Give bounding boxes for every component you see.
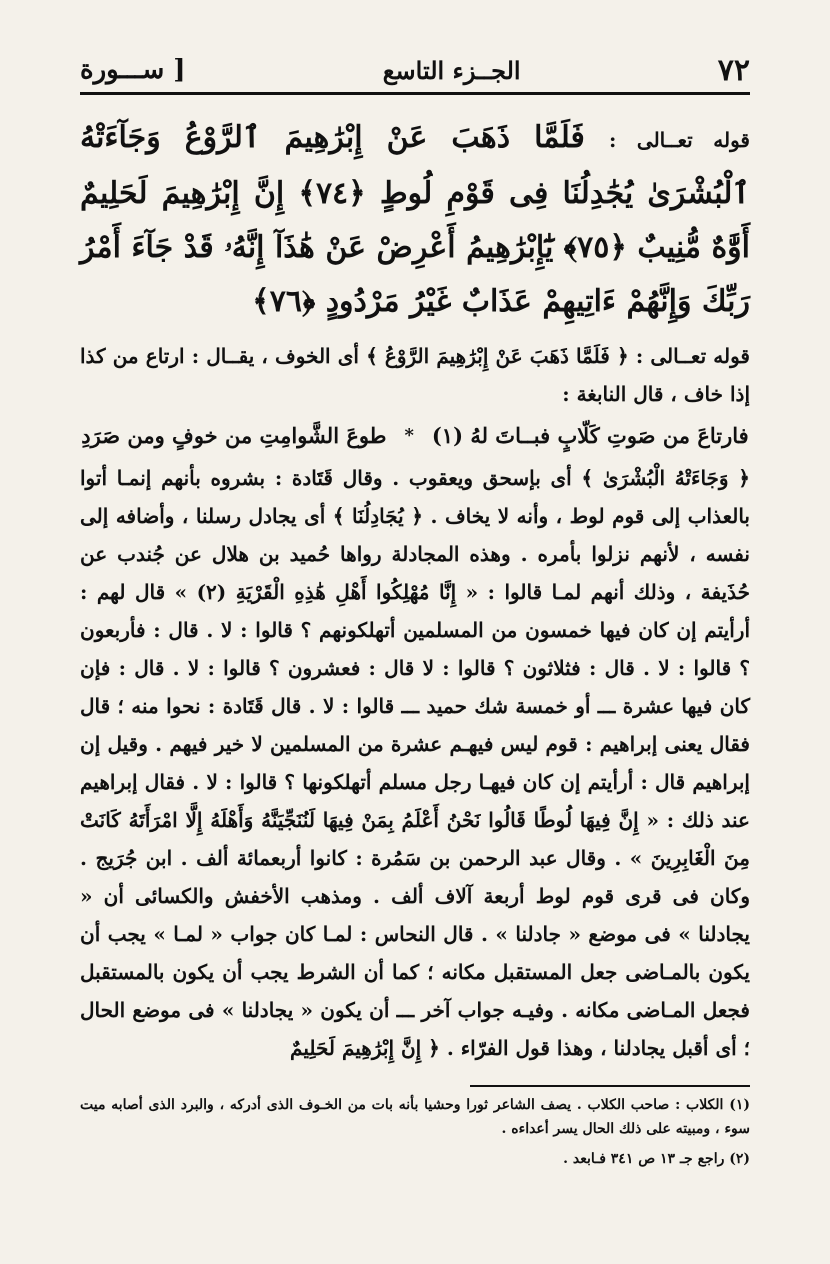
footnote-2: (٢) راجع جـ ١٣ ص ٣٤١ فـابعد . — [563, 1151, 750, 1167]
poem-separator: * — [404, 425, 414, 446]
juz-title: الجــزء التاسع — [382, 55, 521, 85]
verse-text: فَلَمَّا ذَهَبَ عَنْ إِبْرَٰهِيمَ ٱلرَّوْعُ وَجَآءَتْهُ ٱلْبُشْرَىٰ يُجَٰدِلُنَا فِى قَوْمِ لُوطٍ ﴿٧٤﴾ إِنَّ إِبْرَٰهِيمَ لَحَلِيمٌ أَوَّٰهٌ مُّنِيبٌ ﴿٧٥﴾ يَٰٓإِبْرَٰهِيمُ أَعْرِضْ عَنْ هَٰذَآ إِنَّهُۥ قَدْ جَآءَ أَمْرُ رَبِّكَ وَإِنَّهُمْ ءَاتِيهِمْ عَذَابٌ غَيْرُ مَرْدُودٍ ﴿٧٦﴾ — [80, 120, 751, 319]
verse-lead: قوله تعــالى : — [608, 128, 750, 152]
poem-verse — [80, 413, 750, 459]
surah-title: [ ســـورة — [80, 55, 186, 85]
quran-verse-block — [80, 111, 750, 329]
poem-hemistich-right: فارتاعَ من صَوتِ كَلّابٍ فبــاتَ لهُ (١) — [431, 423, 749, 448]
commentary-body — [80, 337, 750, 1067]
footnotes — [80, 1093, 750, 1171]
poem-hemistich-left: طوعَ الشَّوامِتِ من خوفٍ ومن صَرَدِ — [81, 423, 387, 448]
page-number: ٧٢ — [717, 52, 750, 88]
footnote-divider — [470, 1085, 750, 1087]
footnote-1: (١) الكلاب : صاحب الكلاب . يصف الشاعر ثورا وحشيا بأنه بات من الخـوف الذى أدركه ، والبرد الذى أصابه ميت سوء ، ومبيته على ذلك الحال يسر أعداءه . — [80, 1097, 750, 1137]
page-header — [80, 48, 750, 95]
commentary-paragraph-2: ﴿ وَجَاءَتْهُ الْبُشْرَىٰ ﴾ أى بإسحق ويعقوب . وقال قَتَادة : بشروه بأنهم إنمـا أتوا بالعذاب إلى قوم لوط ، وأنه لا يخاف . ﴿ يُجَادِلُنَا ﴾ أى يجادل رسلنا ، وأضافه إلى نفسه ، لأنهم نزلوا بأمره . وهذه المجادلة رواها حُميد بن هلال عن جُندب عن حُذَيفة ، وذلك أنهم لمـا قالوا : « إِنَّا مُهْلِكُوا أَهْلِ هَٰذِهِ الْقَرْيَةِ (٢) » قال لهم : أرأيتم إن كان فيها خمسون من المسلمين أتهلكونهم ؟ قالوا : لا . قال : فأربعون ؟ قالوا : لا . قال : فثلاثون ؟ قالوا : لا قال : فعشرون ؟ قالوا : لا . قال : فإن كان فيها عشرة ـــ أو خمسة شك حميد ـــ قالوا : لا . قال قَتَادة : نحوا منه ؛ قال فقال يعنى إبراهيم : قوم ليس فيهـم عشرة من المسلمين لا خير فيهم . وقيل إن إبراهيم قال : أرأيتم إن كان فيهـا رجل مسلم أتهلكونها ؟ قالوا : لا . فقال إبراهيم عند ذلك : « إِنَّ فِيهَا لُوطًا قَالُوا نَحْنُ أَعْلَمُ بِمَنْ فِيهَا لَنُنَجِّيَنَّهُ وَأَهْلَهُ إِلَّا امْرَأَتَهُ كَانَتْ مِنَ الْغَابِرِينَ » . وقال عبد الرحمن بن سَمُرة : كانوا أربعمائة ألف . ابن جُرَيج . وكان فى قرى قوم لوط أربعة آلاف ألف . ومذهب الأخفش والكسائى أن « يجادلنا » فى موضع « جادلنا » . قال النحاس : لمـا كان جواب « لمـا » يجب أن يكون بالمـاضى جعل المستقبل مكانه ؛ كما أن الشرط يجب أن يكون بالمستقبل فجعل المـاضى مكانه . وفيـه جواب آخر ـــ أن يكون « يجادلنا » فى موضع الحال ؛ أى أقبل يجادلنا ، وهذا قول الفرّاء . ﴿ إِنَّ إِبْرَٰهِيمَ لَحَلِيمٌ — [80, 466, 751, 1060]
commentary-paragraph-1: قوله تعــالى : ﴿ فَلَمَّا ذَهَبَ عَنْ إِبْرَٰهِيمَ الرَّوْعُ ﴾ أى الخوف ، يقــال : ارتاع من كذا إذا خاف ، قال النابغة : — [80, 344, 750, 406]
